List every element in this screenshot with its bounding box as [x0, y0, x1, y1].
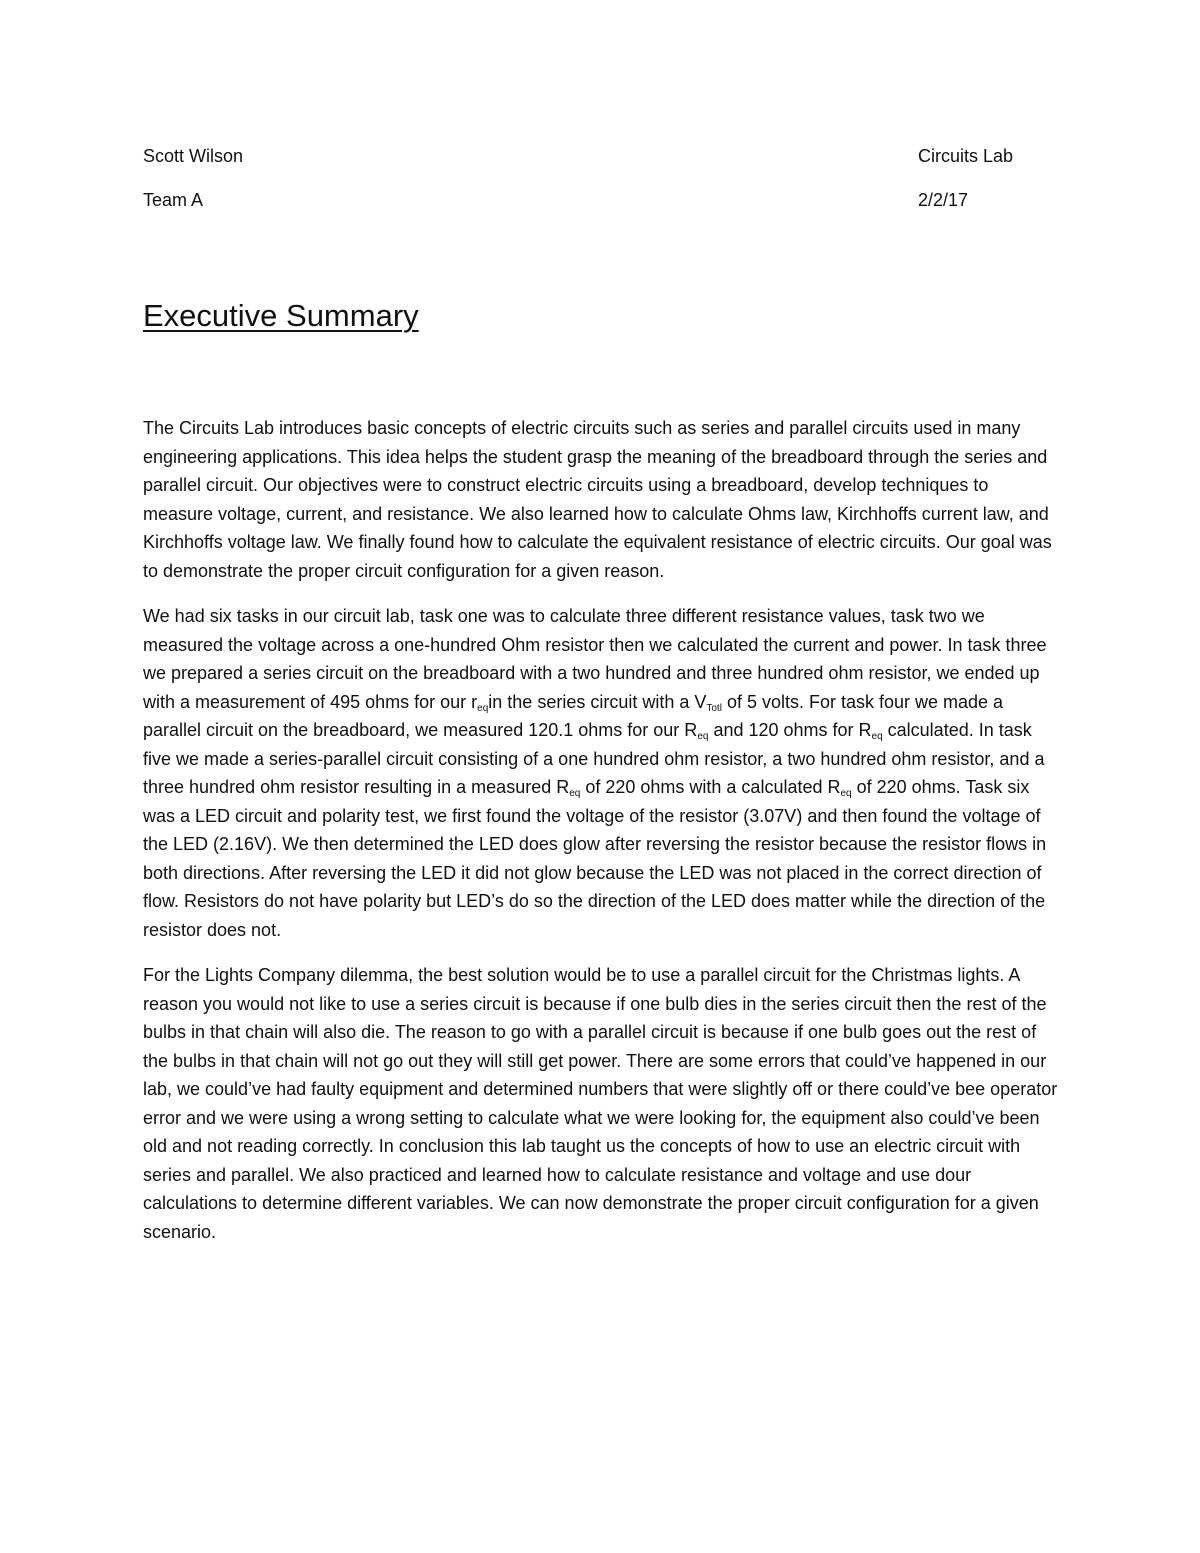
paragraph-conclusion: For the Lights Company dilemma, the best solution would be to use a parallel circuit for the Christmas lights. A reason you would not like to use a series circuit is because if one bulb dies in the series circuit then the rest of the bulbs in that chain will also die. The reason to go with a parallel circuit is because if one bulb goes out the rest of the bulbs in that chain will not go out they will still get power. There are some errors that could’ve happened in our lab, we could’ve had faulty equipment and determined numbers that were slightly off or there could’ve bee operator error and we were using a wrong setting to calculate what we were looking for, the equipment also could’ve been old and not reading correctly. In conclusion this lab taught us the concepts of how to use an electric circuit with series and parallel. We also practiced and learned how to calculate resistance and voltage and use dour calculations to determine different variables. We can now demonstrate the proper circuit configuration for a given scenario.: [143, 965, 1058, 1242]
subscript: Totl: [706, 702, 722, 714]
text-run: of 220 ohms. Task six was a LED circuit and polarity test, we first found the voltage of the resistor (3.07V) and then found the voltage of the LED (2.16V). We then determined the LED does glow after reversing the resistor because the resistor flows in both directions. After reversing the LED it did not glow because the LED was not placed in the correct direction of flow. Resistors do not have polarity but LED’s do so the direction of the LED does matter while the direction of the resistor does not.: [143, 777, 1047, 940]
text-run: of 220 ohms with a calculated R: [580, 777, 841, 797]
subscript: eq: [569, 788, 581, 799]
subscript: eq: [697, 731, 709, 742]
text-run: and 120 ohms for R: [708, 720, 872, 740]
author-name: Scott Wilson: [143, 146, 244, 166]
text-run: of 5 volts. For task four we made a parallel circuit on the breadboard, we measured 120.1 ohms for our R: [143, 691, 1004, 740]
text-run: in the series circuit with a V: [488, 691, 707, 712]
subscript: eq: [477, 702, 489, 714]
document-body: [143, 414, 1058, 1263]
report-date: 2/2/17: [918, 190, 969, 210]
text-run: calculated. In task five we made a series-parallel circuit consisting of a one hundred ohm resistor, a two hundred ohm resistor, and a three hundred ohm resistor resulting in a measured R: [143, 720, 1045, 797]
subscript: eq: [840, 788, 852, 799]
text-run: We had six tasks in our circuit lab, task one was to calculate three different resistance values, task two we measured the voltage across a one-hundred Ohm resistor then we calculated the current and power. In task three we prepared a series circuit on the breadboard with a two hundred and three hundred ohm resistor, we ended up with a measurement of 495 ohms for our r: [143, 606, 1047, 712]
course-name: Circuits Lab: [918, 146, 1014, 166]
team-name: Team A: [143, 190, 204, 210]
paragraph-introduction: The Circuits Lab introduces basic concepts of electric circuits such as series and parallel circuits used in many engineering applications. This idea helps the student grasp the meaning of the breadboard through the series and parallel circuit. Our objectives were to construct electric circuits using a breadboard, develop techniques to measure voltage, current, and resistance. We also learned how to calculate Ohms law, Kirchhoffs current law, and Kirchhoffs voltage law. We finally found how to calculate the equivalent resistance of electric circuits. Our goal was to demonstrate the proper circuit configuration for a given reason.: [143, 418, 1052, 581]
paragraph-tasks: [143, 602, 1058, 944]
document-title: Executive Summary: [143, 298, 419, 333]
subscript: eq: [871, 731, 883, 742]
